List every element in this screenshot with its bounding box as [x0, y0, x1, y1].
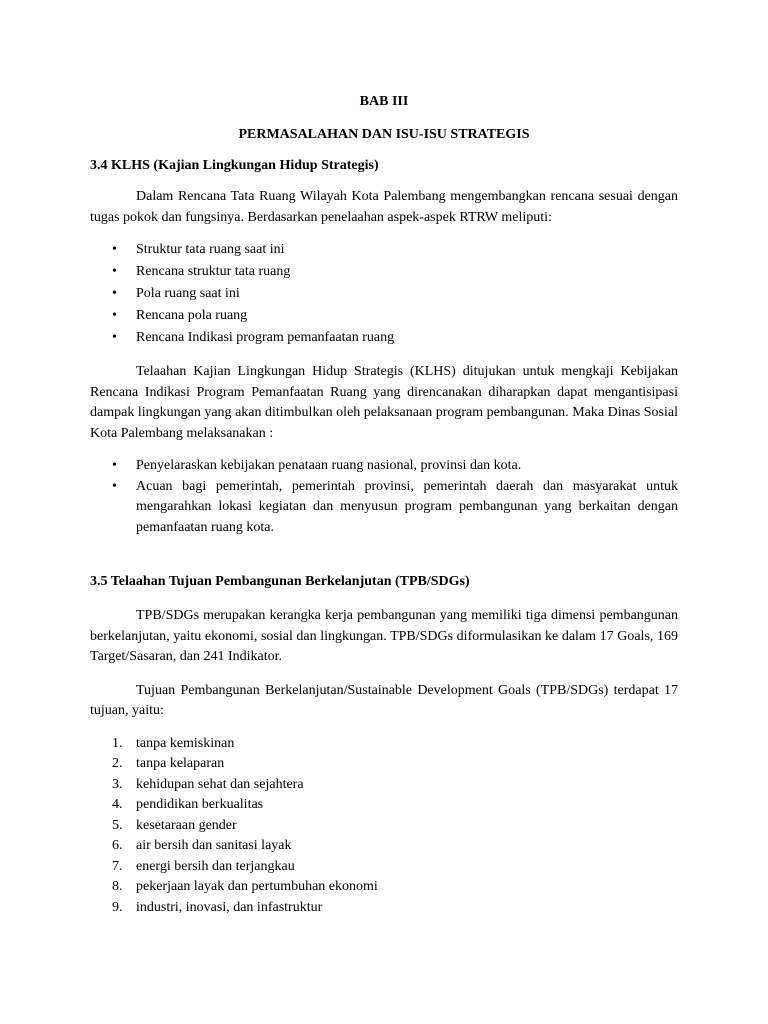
section-heading-3-5: 3.5 Telaahan Tujuan Pembangunan Berkelanjutan (TPB/SDGs) [90, 574, 470, 589]
bullet-icon: • [112, 458, 117, 473]
list-item: 2. tanpa kelaparan [112, 756, 225, 771]
list-item: • Penyelaraskan kebijakan penataan ruang nasional, provinsi dan kota. [90, 456, 678, 477]
list-item: • Acuan bagi pemerintah, pemerintah provinsi, pemerintah daerah dan masyarakat untuk mengarahkan lokasi kegiatan dan menyusun program pembangunan yang berkaitan dengan pemanfaatan ruang kota. [112, 478, 678, 535]
klhs-actions-list [90, 456, 678, 538]
list-item: 5. kesetaraan gender [112, 817, 237, 833]
bullet-icon: • [112, 286, 117, 301]
list-item: 6. air bersih dan sanitasi layak [112, 838, 292, 853]
chapter-title: BAB III [359, 94, 409, 109]
chapter-subtitle: PERMASALAHAN DAN ISU-ISU STRATEGIS [238, 127, 530, 142]
document-page [90, 92, 678, 918]
list-item: • Rencana Indikasi program pemanfaatan ruang [90, 327, 678, 349]
list-item: • Pola ruang saat ini [90, 283, 678, 305]
sdg-goals-list [90, 734, 678, 919]
list-item: 7. energi bersih dan terjangkau [112, 858, 295, 874]
list-item: 1. tanpa kemiskinan [112, 735, 235, 751]
bullet-icon: • [112, 308, 117, 323]
list-item: • Rencana struktur tata ruang [90, 261, 678, 283]
list-item: 3. kehidupan sehat dan sejahtera [112, 776, 304, 792]
list-item: 8. pekerjaan layak dan pertumbuhan ekonomi [112, 879, 378, 894]
list-item: • Rencana pola ruang [90, 305, 678, 327]
rtrw-aspects-list [90, 239, 678, 349]
section-heading-3-4: 3.4 KLHS (Kajian Lingkungan Hidup Strategis) [90, 158, 379, 173]
bullet-icon: • [112, 330, 117, 345]
list-item: 4. pendidikan berkualitas [112, 797, 264, 812]
bullet-icon: • [112, 242, 117, 257]
list-item: • Struktur tata ruang saat ini [90, 239, 678, 261]
bullet-icon: • [112, 478, 117, 494]
section-3-4-intro: Dalam Rencana Tata Ruang Wilayah Kota Palembang mengembangkan rencana sesuai dengan tugas pokok dan fungsinya. Berdasarkan penelaahan aspek-aspek RTRW meliputi: [90, 189, 678, 225]
section-3-4-paragraph-2: Telaahan Kajian Lingkungan Hidup Strategis (KLHS) ditujukan untuk mengkaji Kebijakan Rencana Indikasi Program Pemanfaatan Ruang yang direncanakan diharapkan dapat mengantisipasi dampak lingkungan yang akan ditimbulkan oleh pelaksanaan program pembangunan. Maka Dinas Sosial Kota Palembang melaksanakan : [90, 364, 678, 441]
section-3-5-paragraph-1: TPB/SDGs merupakan kerangka kerja pembangunan yang memiliki tiga dimensi pembangunan berkelanjutan, yaitu ekonomi, sosial dan lingkungan. TPB/SDGs diformulasikan ke dalam 17 Goals, 169 Target/Sasaran, dan 241 Indikator. [90, 608, 678, 664]
bullet-icon: • [112, 264, 117, 279]
section-3-5-paragraph-2: Tujuan Pembangunan Berkelanjutan/Sustainable Development Goals (TPB/SDGs) terdapat 17 tujuan, yaitu: [90, 682, 678, 718]
list-item: 9. industri, inovasi, dan infastruktur [112, 899, 323, 915]
